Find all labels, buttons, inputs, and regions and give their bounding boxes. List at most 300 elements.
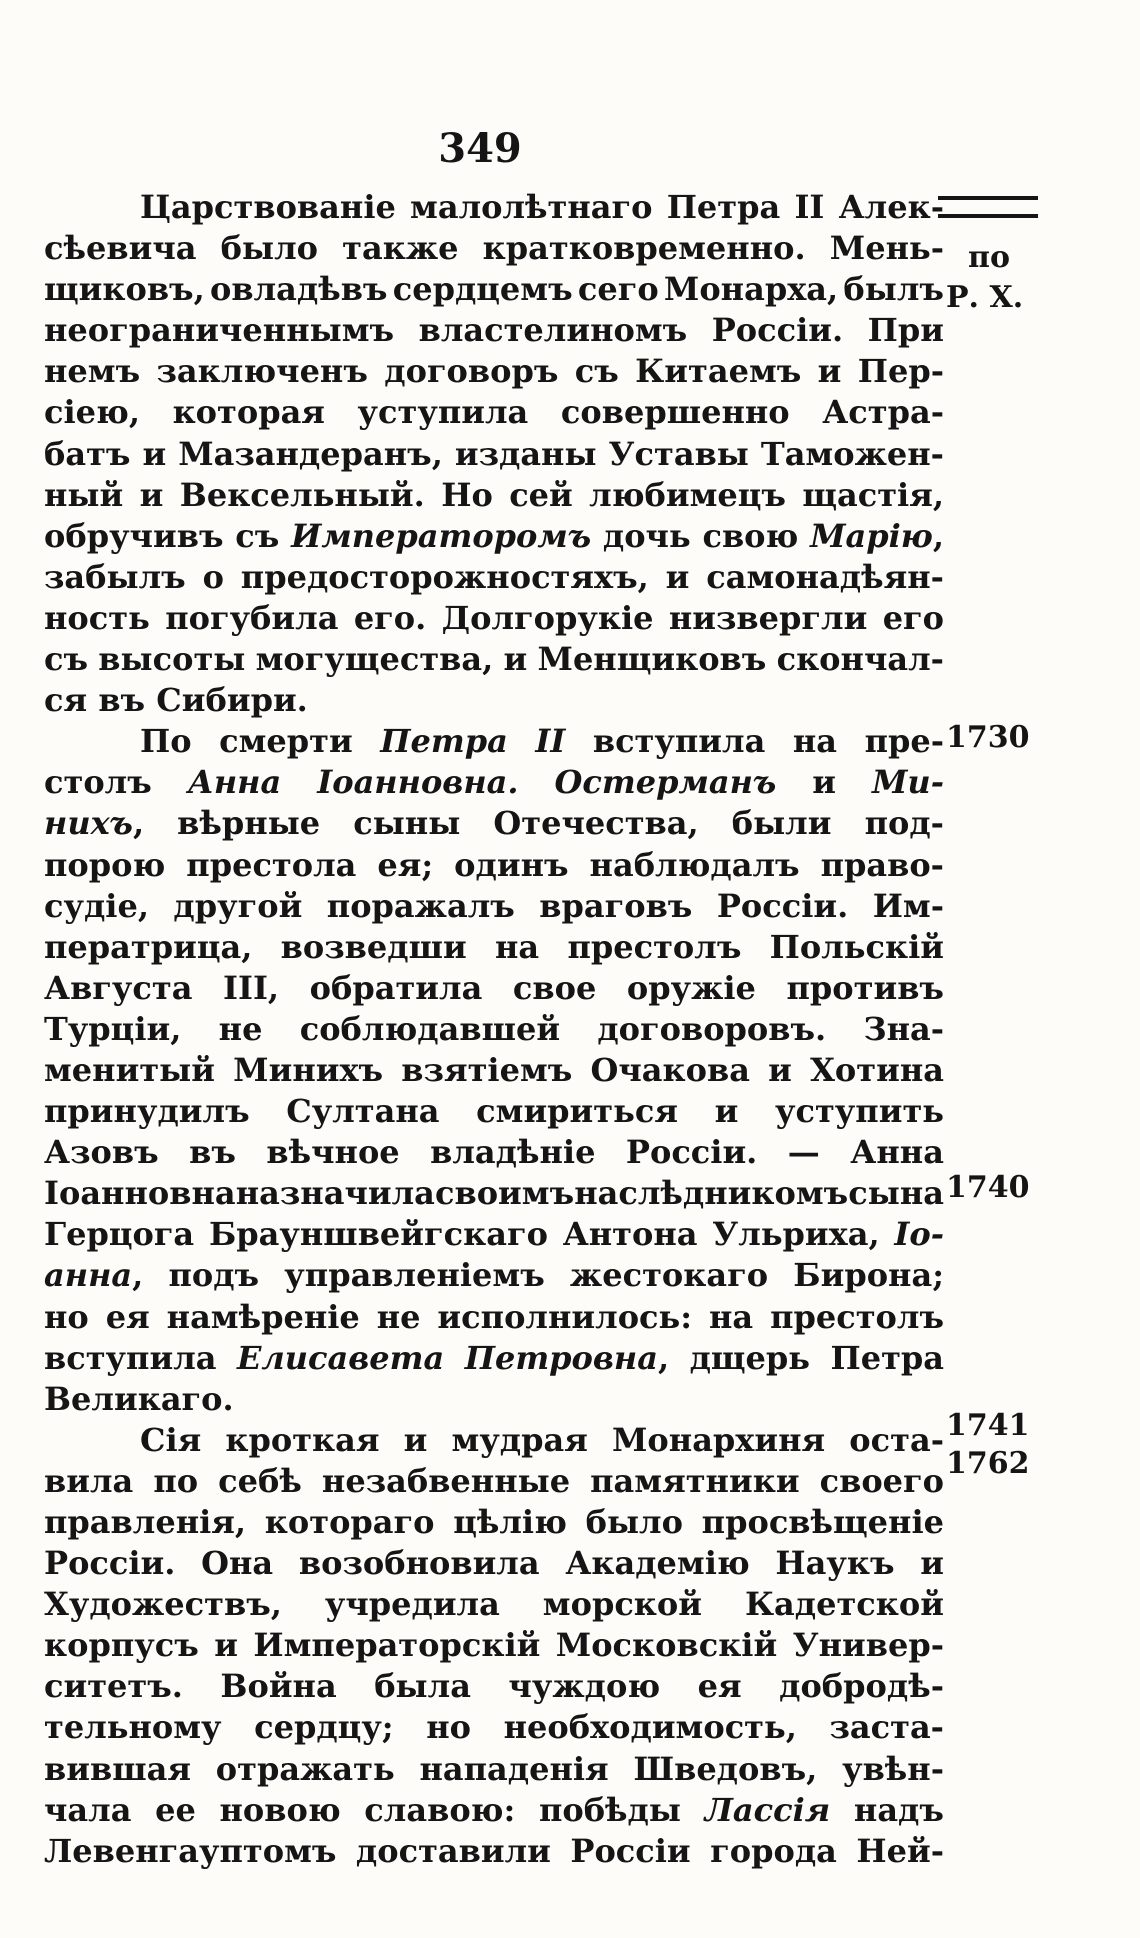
word [603, 516, 691, 557]
text-line [44, 927, 944, 968]
text-line [44, 1009, 944, 1050]
word-part: сына [848, 1174, 944, 1213]
word-part: могущества, [255, 640, 494, 679]
word [44, 886, 149, 927]
word-part: сердцу; [254, 1708, 394, 1747]
word-part: Алек- [838, 188, 944, 226]
word-part: самонадѣян- [706, 557, 944, 596]
text-line [44, 475, 944, 516]
word [358, 392, 529, 433]
word-part: и [139, 475, 164, 514]
word-part: вившая [44, 1749, 191, 1788]
word [44, 1173, 236, 1214]
word-part: взятіемъ [401, 1050, 573, 1089]
word-part: вступила [592, 722, 766, 761]
word-part: Им- [872, 886, 944, 925]
word-part: При [867, 311, 944, 350]
word-part: скончал- [776, 640, 944, 679]
word [539, 1790, 681, 1831]
word-part: Но [441, 475, 493, 514]
word-part: сей [509, 475, 573, 514]
word [266, 1132, 399, 1173]
word-part: Ней- [856, 1831, 944, 1870]
word-part: забылъ [44, 557, 186, 596]
word-part: вила [44, 1461, 134, 1500]
word [476, 1091, 678, 1132]
word [165, 598, 338, 639]
word [543, 1584, 702, 1625]
word-part: Императорскій [253, 1626, 541, 1665]
word-part: Петра [380, 722, 508, 761]
word [793, 721, 837, 762]
word [495, 927, 539, 968]
word-part: Россіи. [44, 1544, 176, 1583]
word [669, 598, 867, 639]
word [377, 845, 433, 886]
word-part: Іоанновна [44, 1174, 236, 1213]
word-part: ный [44, 475, 124, 514]
word [44, 680, 87, 721]
word [167, 1297, 360, 1338]
word-part: на [792, 722, 838, 761]
word [865, 803, 944, 844]
word [453, 1502, 567, 1543]
word-part: Хотина [810, 1050, 944, 1089]
word-part: право- [820, 845, 944, 884]
text-line [44, 1173, 944, 1214]
word-part: Бирона; [793, 1256, 944, 1295]
word [848, 1173, 944, 1214]
word-part: Остерманъ [554, 763, 777, 802]
text-line [44, 1050, 944, 1091]
word-part: мудрая [451, 1420, 588, 1459]
word-part: враговъ [539, 886, 693, 925]
word [44, 1790, 131, 1831]
word [291, 516, 591, 557]
word [854, 1790, 944, 1831]
word-part: новою [219, 1790, 341, 1829]
text-line [44, 598, 944, 639]
word [44, 762, 152, 803]
text-line [44, 1502, 944, 1543]
word [821, 845, 944, 886]
word-part: Долгорукіе [441, 598, 654, 637]
word-part: на [708, 1297, 754, 1336]
word [770, 927, 944, 968]
word-part: Академію [565, 1544, 750, 1583]
word-part: и [403, 1420, 428, 1459]
word [586, 1502, 683, 1543]
word [354, 598, 426, 639]
word [44, 1666, 183, 1707]
word [868, 310, 944, 351]
margin-note-era-line1: по [968, 240, 1010, 275]
word-part: и [503, 640, 528, 679]
word [820, 1461, 944, 1502]
word-part: ея; [377, 845, 434, 884]
word [140, 475, 164, 516]
word-part: Кадетской [744, 1585, 944, 1624]
word-part: Вексельный. [179, 475, 425, 514]
word-part: престола [186, 845, 357, 884]
word-part: Россіи. [711, 311, 844, 350]
word [98, 680, 145, 721]
word-part: по [153, 1461, 199, 1500]
word [715, 1091, 739, 1132]
word-part: Анна [187, 763, 282, 802]
word-part: сыны [353, 804, 461, 843]
word [219, 721, 353, 762]
word [300, 1009, 560, 1050]
word-part: Анна [850, 1133, 944, 1172]
text-line [44, 187, 944, 228]
word-part: смириться [476, 1092, 678, 1131]
word [44, 845, 165, 886]
word [452, 1420, 588, 1461]
word-part: застa- [829, 1708, 944, 1747]
word-part: соблюдавшей [299, 1009, 561, 1048]
word [44, 228, 196, 269]
word-part: высоты [98, 640, 246, 679]
word [709, 1297, 753, 1338]
word [322, 1461, 570, 1502]
word [556, 1625, 777, 1666]
word-part: анна [44, 1256, 133, 1295]
word-part: нихъ [44, 804, 133, 843]
word-part: и [714, 1092, 739, 1131]
word [706, 557, 944, 598]
word-part: въ [98, 681, 146, 720]
word [237, 1338, 444, 1379]
word [842, 1749, 944, 1790]
word [219, 1009, 263, 1050]
word [44, 1050, 215, 1091]
word [538, 639, 767, 680]
word-part: Сибири. [156, 681, 308, 720]
word-part: сѣевича [44, 229, 197, 268]
word [635, 351, 801, 392]
text-line [44, 392, 944, 433]
word [565, 1543, 749, 1584]
word [690, 1338, 810, 1379]
word [410, 187, 652, 228]
word-part: Астра- [822, 393, 944, 432]
word [829, 1707, 943, 1748]
word-part: Султана [286, 1092, 440, 1131]
word [44, 1255, 143, 1296]
word [745, 1584, 944, 1625]
text-line [44, 639, 944, 680]
word [710, 1831, 837, 1872]
word [590, 1461, 799, 1502]
word-part: и [812, 763, 836, 802]
word [717, 886, 848, 927]
word [589, 475, 786, 516]
text-line [44, 351, 944, 392]
text-line [44, 269, 944, 310]
word-part: одинъ [454, 845, 569, 884]
word [256, 639, 494, 680]
word-part: Ми- [872, 763, 944, 802]
word [44, 557, 186, 598]
word [609, 434, 749, 475]
word [664, 269, 838, 310]
word [865, 721, 944, 762]
word-part: Художествъ, [44, 1585, 282, 1624]
word [483, 228, 806, 269]
word-part: Наукъ [775, 1544, 895, 1583]
word [218, 1461, 302, 1502]
word-part: принудилъ [44, 1092, 250, 1131]
word [894, 1214, 944, 1255]
word [342, 228, 458, 269]
text-line [44, 1749, 944, 1790]
word [254, 1707, 393, 1748]
text-line [44, 434, 944, 475]
word [168, 1255, 259, 1296]
word-part: Китаемъ [635, 352, 802, 391]
word-part: Пер- [857, 352, 944, 391]
word [508, 1666, 660, 1707]
word [44, 1502, 246, 1543]
word-part: щиковъ, [44, 270, 205, 309]
word-part: цѣлію [453, 1503, 567, 1541]
word-part: себѣ [218, 1461, 302, 1500]
word [441, 475, 493, 516]
word-part: оста- [849, 1420, 944, 1459]
word-part: Августа [44, 968, 193, 1007]
word-part: предосторожностяхъ, [240, 557, 649, 596]
word-part: неограниченнымъ [44, 311, 395, 350]
word-part: Монарха, [663, 270, 839, 309]
word-part: немъ [44, 352, 141, 391]
word [44, 639, 88, 680]
word [426, 1707, 471, 1748]
text-line [44, 1584, 944, 1625]
word [493, 803, 698, 844]
word-part: ея [105, 1297, 150, 1336]
word-part: Петра [666, 188, 781, 226]
word [873, 886, 944, 927]
margin-note-year-1730: 1730 [946, 720, 1030, 755]
word-part: Россіи. [625, 1133, 758, 1172]
word-part: нападенія [419, 1749, 609, 1788]
word-part: Мень- [829, 229, 944, 268]
word-part: престолъ [770, 1297, 944, 1336]
word-part: въ [189, 1133, 236, 1172]
word-part: другой [173, 886, 303, 925]
text-line [44, 1091, 944, 1132]
word [284, 1255, 544, 1296]
word [374, 1666, 471, 1707]
word-part: наблюдалъ [589, 845, 800, 884]
word [634, 1749, 818, 1790]
word [401, 1050, 572, 1091]
word-part: Антона [562, 1215, 698, 1254]
word-part: — [787, 1133, 820, 1172]
word [419, 1749, 608, 1790]
text-line [44, 1420, 944, 1461]
word [761, 434, 944, 475]
word-part: Іоанновна. [317, 763, 519, 802]
word-part: свою [702, 516, 799, 555]
word-part: Петровна [464, 1338, 658, 1377]
word-part: Брауншвейгскаго [208, 1215, 548, 1254]
word-part: менитый [44, 1050, 215, 1089]
word [44, 1132, 159, 1173]
word [377, 1297, 421, 1338]
word-part: Очакова [590, 1050, 750, 1089]
word-part: малолѣтнаго [410, 188, 653, 226]
word-part: съ [235, 516, 280, 555]
word [241, 557, 649, 598]
word-part: ность [44, 598, 150, 637]
word-part: намѣреніе [166, 1297, 360, 1336]
word [317, 762, 518, 803]
word [219, 1790, 340, 1831]
word-part: Мазандеранъ, [178, 434, 443, 473]
word-part: и [768, 1050, 792, 1089]
word [555, 762, 777, 803]
word [570, 1255, 768, 1296]
word-part: исполнилось: [437, 1297, 693, 1336]
word-part: , [657, 1338, 670, 1377]
word-part: Россіи. [716, 886, 849, 925]
word [574, 1173, 848, 1214]
text-line [44, 1790, 944, 1831]
word-part: было [220, 229, 318, 268]
word [830, 1338, 944, 1379]
word [567, 927, 741, 968]
word [578, 269, 659, 310]
word-part: Война [220, 1667, 337, 1706]
word [920, 1543, 944, 1584]
margin-note-year-1741: 1741 [946, 1408, 1030, 1443]
word [189, 1132, 236, 1173]
text-line [44, 845, 944, 886]
word [178, 434, 443, 475]
word [44, 1584, 282, 1625]
word [666, 557, 690, 598]
word-part: памятники [590, 1461, 800, 1500]
word [863, 1009, 944, 1050]
word-part: наслѣдникомъ [574, 1174, 849, 1213]
word-part: правленія, [44, 1503, 247, 1541]
word [404, 1420, 428, 1461]
text-line [44, 557, 944, 598]
word-part: обратила [309, 968, 483, 1007]
word-part: кроткая [225, 1420, 380, 1459]
word-part: низвергли [668, 598, 868, 637]
word [216, 1749, 395, 1790]
word-part: чуждою [508, 1667, 661, 1706]
word-part: корпусъ [44, 1626, 199, 1665]
word [186, 845, 356, 886]
word [788, 1132, 820, 1173]
word [535, 721, 565, 762]
word [44, 1543, 175, 1584]
word [504, 1707, 797, 1748]
word-part: Елисавета [236, 1338, 445, 1377]
text-line [44, 228, 944, 269]
page-number: 349 [438, 125, 522, 172]
word-part: вступила [44, 1338, 217, 1377]
word-part: смерти [219, 722, 353, 761]
word-part: и [817, 352, 842, 391]
word [768, 1050, 792, 1091]
word-part: уступить [775, 1092, 944, 1131]
word [221, 228, 318, 269]
word-part: Левенгауптомъ [44, 1831, 337, 1870]
word [454, 845, 568, 886]
word [140, 721, 192, 762]
word-part: договоръ [384, 352, 559, 391]
word-part: Россіи [570, 1831, 691, 1870]
text-line [44, 1297, 944, 1338]
word-part: Царствованіе [140, 188, 396, 226]
word [44, 392, 140, 433]
word [173, 886, 302, 927]
word-part: щастія, [802, 475, 944, 514]
word-part: Универ- [792, 1626, 944, 1665]
word-part: съ [44, 640, 89, 679]
word [265, 1502, 435, 1543]
word [513, 968, 596, 1009]
word-part: сердцемъ [392, 270, 573, 309]
word-part: вѣрные [177, 804, 321, 843]
text-line [44, 1625, 944, 1666]
word-part: Зна- [863, 1009, 944, 1048]
word [775, 1091, 944, 1132]
word [793, 1625, 944, 1666]
text-line [44, 1338, 944, 1379]
word-part: было [585, 1503, 683, 1541]
word [155, 1790, 196, 1831]
word-part: Таможен- [760, 434, 944, 473]
word-part: столъ [44, 763, 152, 802]
word [44, 310, 394, 351]
word-part: Императоромъ [291, 516, 592, 555]
word-part: увѣн- [842, 1749, 944, 1788]
word [44, 516, 223, 557]
word [627, 968, 756, 1009]
word-part: города [710, 1831, 837, 1870]
word [44, 1091, 250, 1132]
word-part: управленіемъ [284, 1256, 545, 1295]
word-part: под- [864, 804, 944, 843]
body-text [44, 187, 944, 1872]
word-part: но [44, 1297, 89, 1336]
word [843, 269, 944, 310]
text-line [44, 762, 944, 803]
word-part: порою [44, 845, 166, 884]
word [98, 639, 245, 680]
word [802, 475, 944, 516]
word [236, 1173, 435, 1214]
word-part: не [376, 1297, 421, 1336]
word-part: совершенно [560, 393, 790, 432]
text-line [44, 803, 944, 844]
word-part: незабвенные [321, 1461, 571, 1500]
word [220, 1666, 336, 1707]
word-part: погубила [165, 598, 339, 637]
text-line [44, 1461, 944, 1502]
margin-note-year-1762: 1762 [946, 1446, 1030, 1481]
word [830, 228, 944, 269]
word-part: III, [223, 968, 280, 1007]
word [201, 1543, 273, 1584]
word [561, 392, 790, 433]
